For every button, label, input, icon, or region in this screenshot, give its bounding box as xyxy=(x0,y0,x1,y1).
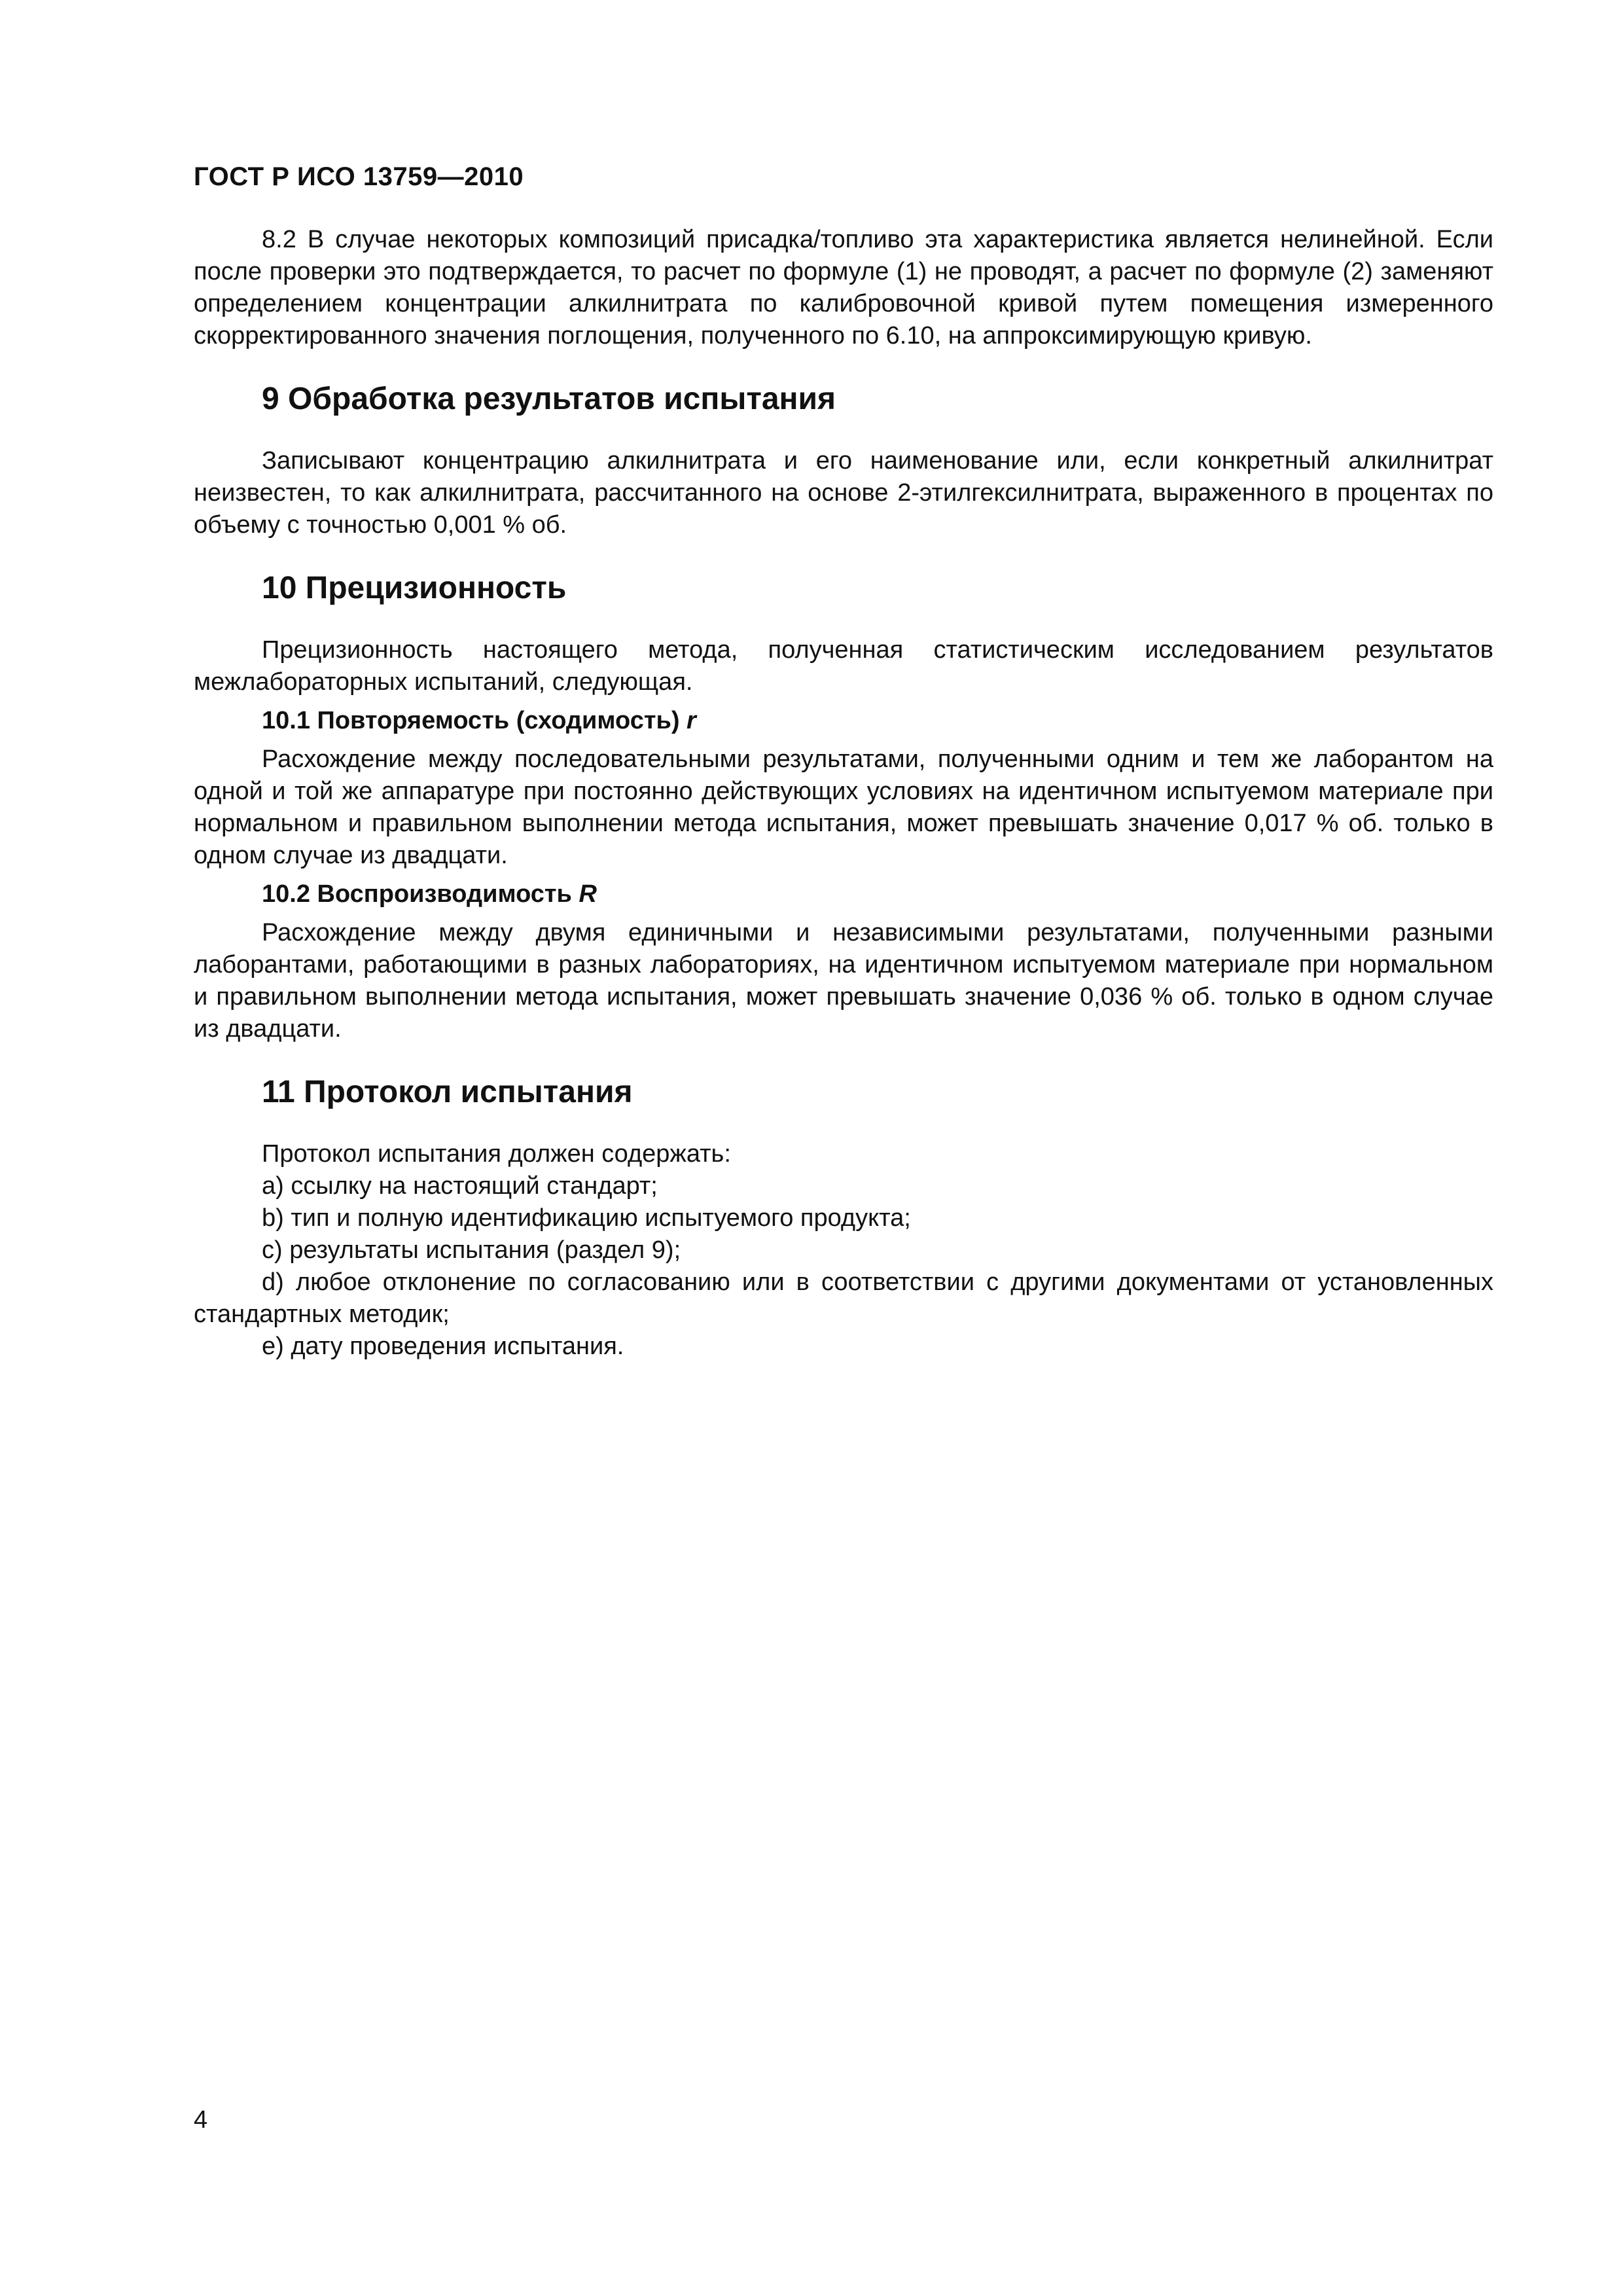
list-item-d: d) любое отклонение по согласованию или в соответствии с другими документами от установленных стандартных методик; xyxy=(194,1268,1493,1328)
list-item-e: e) дату проведения испытания. xyxy=(262,1333,624,1360)
section-11-title: 11 Протокол испытания xyxy=(262,1075,633,1109)
subsection-10-2-text: Расхождение между двумя единичными и независимыми результатами, полученными разными лаборантами, работающими в разных лабораториях, на идентичном испытуемом материале при нормальном и правильном выполнении метода испытания, может превышать значение 0,036 % об. только в одном случае из двадцати. xyxy=(194,919,1493,1043)
subsection-10-1-text: Расхождение между последовательными результатами, полученными одним и тем же лаборантом на одной и той же аппаратуре при постоянно действующих условиях на идентичном испытуемом материале при нормальном и правильном выполнении метода испытания, может превышать значение 0,017 % об. только в одном случае из двадцати. xyxy=(194,745,1493,869)
subsection-10-1-title xyxy=(194,705,1493,737)
page-number: 4 xyxy=(194,2106,208,2134)
document-body xyxy=(194,224,1493,1363)
subsection-10-2-title xyxy=(194,878,1493,910)
subsection-10-2-variable: R xyxy=(579,880,597,908)
subsection-10-1-variable: r xyxy=(687,707,696,734)
list-item-c: c) результаты испытания (раздел 9); xyxy=(262,1236,681,1264)
subsection-10-2-label: 10.2 Воспроизводимость xyxy=(262,880,572,908)
list-item-b: b) тип и полную идентификацию испытуемого продукта; xyxy=(262,1204,911,1232)
section-11-intro: Протокол испытания должен содержать: xyxy=(262,1140,731,1168)
section-10-intro: Прецизионность настоящего метода, полученная статистическим исследованием результатов межлабораторных испытаний, следующая. xyxy=(194,636,1493,696)
paragraph-8-2: 8.2 В случае некоторых композиций присадка/топливо эта характеристика является нелинейной. Если после проверки это подтверждается, то расчет по формуле (1) не проводят, а расчет по формуле (2) заменяют определением концентрации алкилнитрата по калибровочной кривой путем помещения измеренного скорректированного значения поглощения, полученного по 6.10, на аппроксимирующую кривую. xyxy=(194,226,1493,350)
section-9-text: Записывают концентрацию алкилнитрата и его наименование или, если конкретный алкилнитрат неизвестен, то как алкилнитрата, рассчитанного на основе 2-этилгексилнитрата, выраженного в процентах по объему с точностью 0,001 % об. xyxy=(194,447,1493,539)
list-item-a: a) ссылку на настоящий стандарт; xyxy=(262,1172,658,1200)
section-9-title: 9 Обработка результатов испытания xyxy=(262,382,836,416)
document-header: ГОСТ Р ИСО 13759—2010 xyxy=(194,162,524,191)
section-10-title: 10 Прецизионность xyxy=(262,571,567,605)
subsection-10-1-label: 10.1 Повторяемость (сходимость) xyxy=(262,707,680,734)
